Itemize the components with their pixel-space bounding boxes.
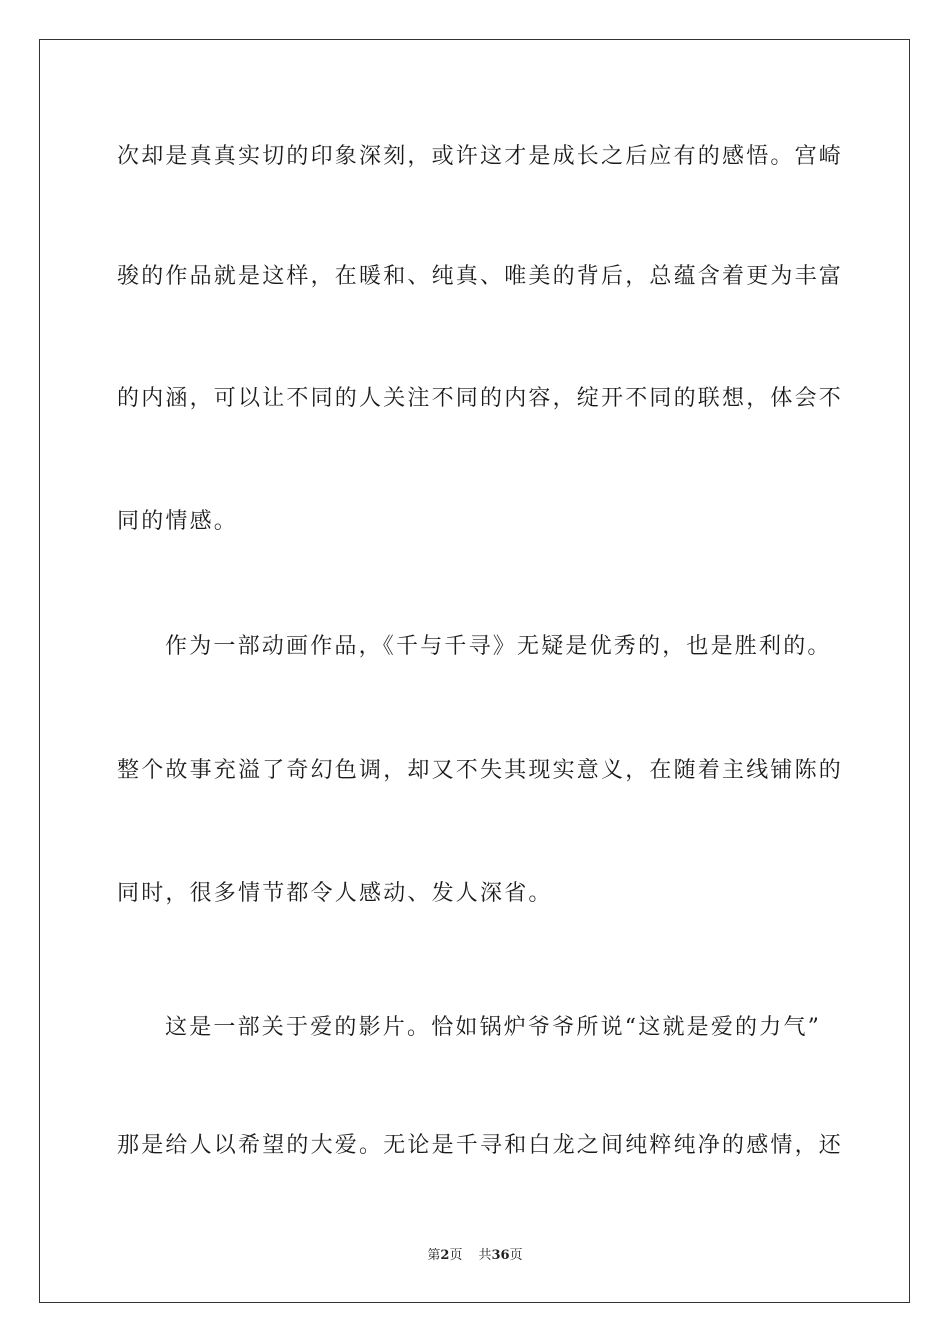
body-line-4: 同的情感。 [117,509,239,534]
page-border [39,39,910,1303]
page-number: 2 [440,1248,450,1263]
body-line-2: 骏的作品就是这样，在暖和、纯真、唯美的背后，总蕴含着更为丰富 [117,264,844,289]
body-line-8: 这是一部关于爱的影片。恰如锅炉爷爷所说“这就是爱的力气” [165,1015,822,1040]
body-line-6: 整个故事充溢了奇幻色调，却又不失其现实意义，在随着主线铺陈的 [117,758,844,783]
body-line-5: 作为一部动画作品，《千与千寻》无疑是优秀的，也是胜利的。 [165,634,832,659]
page-footer [0,1247,950,1265]
page-prefix: 第 [427,1248,441,1263]
body-line-7: 同时，很多情节都令人感动、发人深省。 [117,881,553,906]
body-line-9: 那是给人以希望的大爱。无论是千寻和白龙之间纯粹纯净的感情，还 [117,1133,844,1158]
page-suffix: 页 [449,1248,463,1263]
body-line-1: 次却是真真实切的印象深刻，或许这才是成长之后应有的感悟。宫崎 [117,144,844,169]
total-pages: 36 [491,1248,510,1263]
total-suffix: 页 [509,1248,523,1263]
body-line-3: 的内涵，可以让不同的人关注不同的内容，绽开不同的联想，体会不 [117,386,844,411]
total-prefix: 共 [478,1248,492,1263]
